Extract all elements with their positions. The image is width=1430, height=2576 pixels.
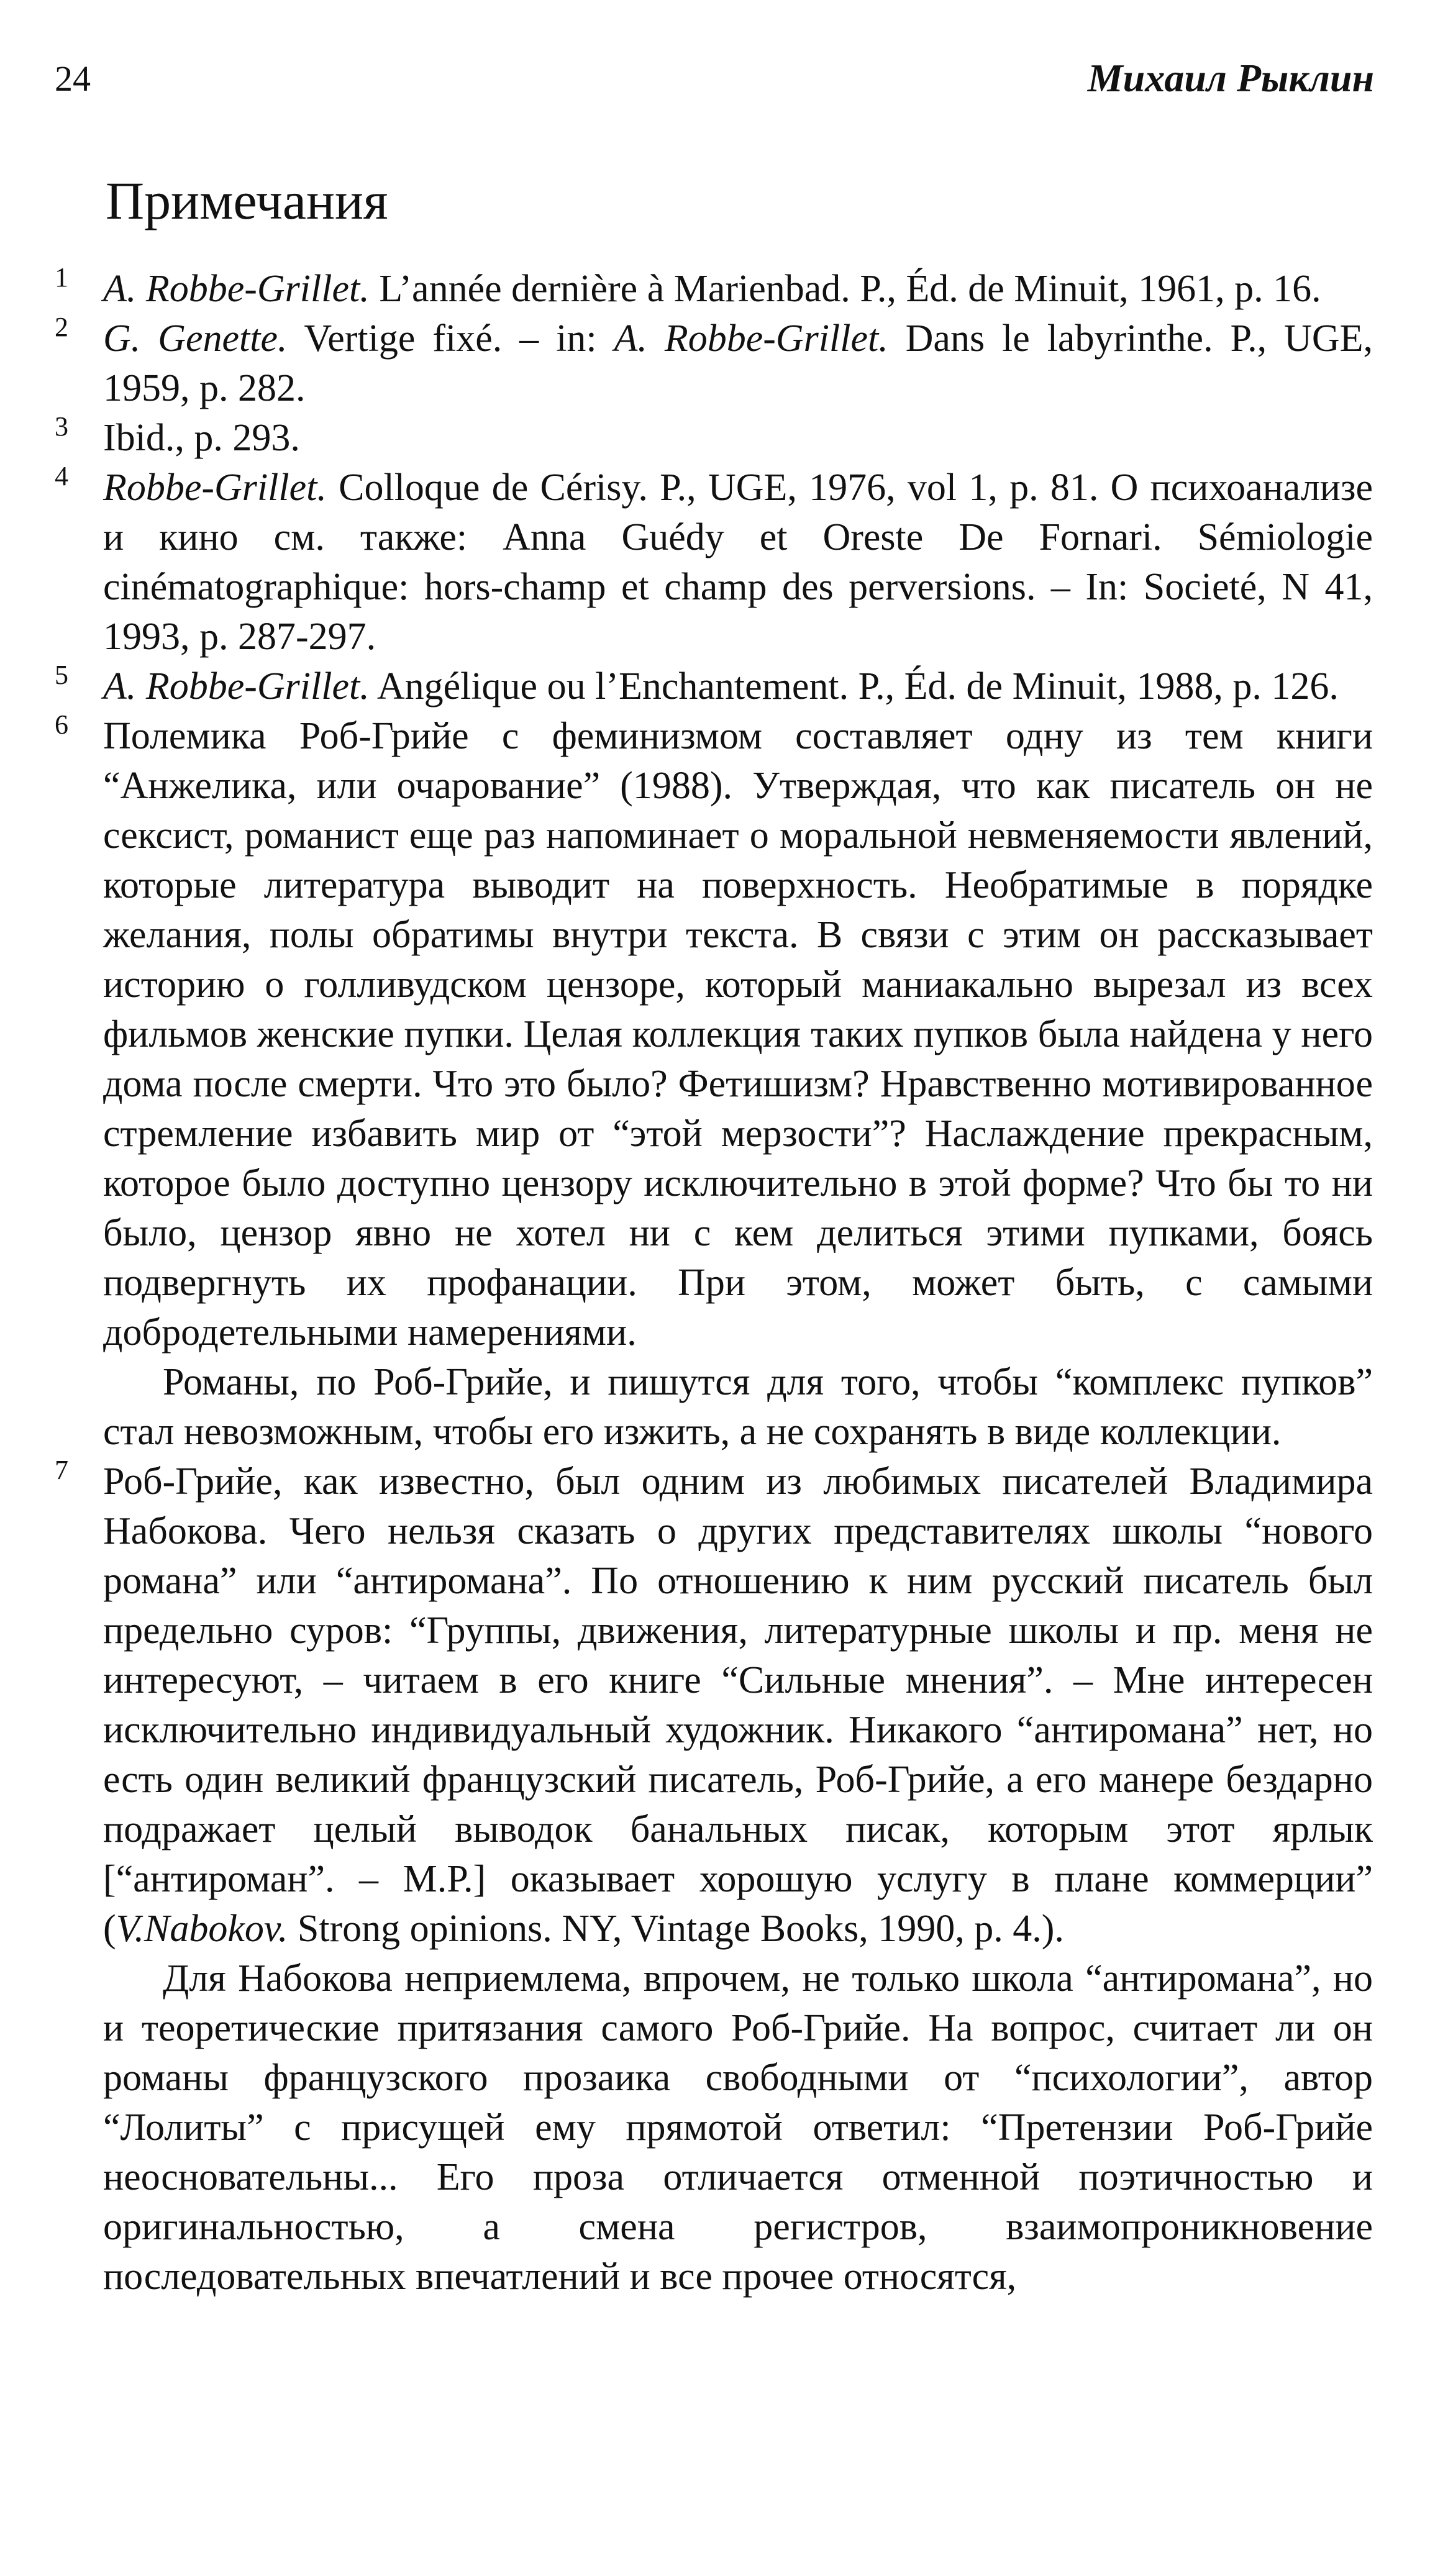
running-header xyxy=(55,55,1374,111)
footnote-number: 6 xyxy=(55,709,68,740)
cited-author: Robbe-Grillet. xyxy=(103,467,327,509)
footnote-number: 7 xyxy=(55,1455,68,1485)
running-author: Михаил Рыклин xyxy=(1087,56,1374,100)
footnote-text xyxy=(103,662,1373,711)
footnote-paragraph: Для Набокова неприемлема, впрочем, не только школа “антиромана”, но и теоретические притязания самого Роб-Грийе. На вопрос, считает ли он романы французского прозаика свободными от “психологии”, автор “Лолиты” с присущей ему прямотой ответил: “Претензии Роб-Грийе неосновательны... Его проза отличается отменной поэтичностью и оригинальностью, а смена регистров, взаимопроникновение последовательных впечатлений и все прочее относятся, xyxy=(103,1957,1373,2298)
cited-author: V.Nabokov. xyxy=(116,1908,288,1950)
cited-author: A. Robbe-Grillet. xyxy=(614,317,888,360)
footnote-number: 5 xyxy=(55,660,68,690)
cited-author: A. Robbe-Grillet. xyxy=(103,665,370,708)
footnote-number: 3 xyxy=(55,411,68,442)
footnote-text: Ibid., p. 293. xyxy=(103,417,300,459)
citation: Dans le labyrinthe. P., UGE, 1959, p. 282. xyxy=(103,317,1373,409)
citation: Angélique ou l’Enchantement. P., Éd. de Minuit, 1988, p. 126. xyxy=(369,665,1339,708)
paragraph-text: Роб-Грийе, как известно, был одним из любимых писателей Владимира Набокова. Чего нельзя сказать о других представителях школы “нового романа” или “антиромана”. По отношению к ним русский писатель был предельно суров: “Группы, движения, литературные школы и пр. меня не интересуют, – читаем в его книге “Сильные мнения”. – Мне интересен исключительно индивидуальный художник. Никакого “антиромана” нет, но есть один великий французский писатель, Роб-Грийе, а его манере бездарно подражает целый выводок банальных писак, которым этот ярлык [“антироман”. – М.Р.] оказывает хорошую услугу в плане коммерции” ( xyxy=(103,1460,1373,1950)
footnote-3 xyxy=(55,413,1373,463)
footnote-1 xyxy=(55,264,1373,314)
cited-author: G. Genette. xyxy=(103,317,288,360)
page-number: 24 xyxy=(55,58,91,99)
cited-author: A. Robbe-Grillet. xyxy=(103,268,370,310)
footnote-paragraph: Романы, по Роб-Грийе, и пишутся для того, чтобы “комплекс пупков” стал невозможным, чтобы его изжить, а не сохранять в виде коллекции. xyxy=(103,1361,1373,1453)
footnote-2 xyxy=(55,314,1373,413)
footnote-number: 4 xyxy=(55,461,68,491)
footnotes-list xyxy=(55,264,1373,2301)
section-title: Примечания xyxy=(106,171,388,230)
citation: Vertige fixé. – in: xyxy=(287,317,614,360)
footnote-number: 2 xyxy=(55,312,68,342)
citation: L’année dernière à Marienbad. P., Éd. de Minuit, 1961, p. 16. xyxy=(369,268,1321,310)
footnote-number: 1 xyxy=(55,262,68,293)
footnote-text xyxy=(103,314,1373,413)
footnote-paragraph: Полемика Роб-Грийе с феминизмом составляет одну из тем книги “Анжелика, или очарование” (1988). Утверждая, что как писатель он не сексист, романист еще раз напоминает о моральной невменяемости явлений, которые литература выводит на поверхность. Необратимые в порядке желания, полы обратимы внутри текста. В связи с этим он рассказывает историю о голливудском цензоре, который маниакально вырезал из всех фильмов женские пупки. Целая коллекция таких пупков была найдена у него дома после смерти. Что это было? Фетишизм? Нравственно мотивированное стремление избавить мир от “этой мерзости”? Наслаждение прекрасным, которое было доступно цензору исключительно в этой форме? Что бы то ни было, цензор явно не хотел ни с кем делиться этими пупками, боясь подвергнуть их профанации. При этом, может быть, с самыми добродетельными намерениями. xyxy=(103,715,1373,1354)
footnote-7 xyxy=(55,1457,1373,2301)
citation: Strong opinions. NY, Vintage Books, 1990, p. 4.). xyxy=(288,1908,1064,1950)
footnote-text xyxy=(103,264,1373,314)
footnote-5 xyxy=(55,662,1373,711)
citation: Colloque de Cérisy. P., UGE, 1976, vol 1, p. 81. О психоанализе и кино см. также: Anna Guédy et Oreste De Fornari. Sémiologie cinématographique: hors-champ et champ des perversions. – In: Societé, N 41, 1993, p. 287-297. xyxy=(103,467,1373,658)
footnote-4 xyxy=(55,463,1373,662)
footnote-text xyxy=(103,463,1373,662)
footnote-6 xyxy=(55,711,1373,1457)
footnote-paragraph xyxy=(103,1457,1373,1954)
